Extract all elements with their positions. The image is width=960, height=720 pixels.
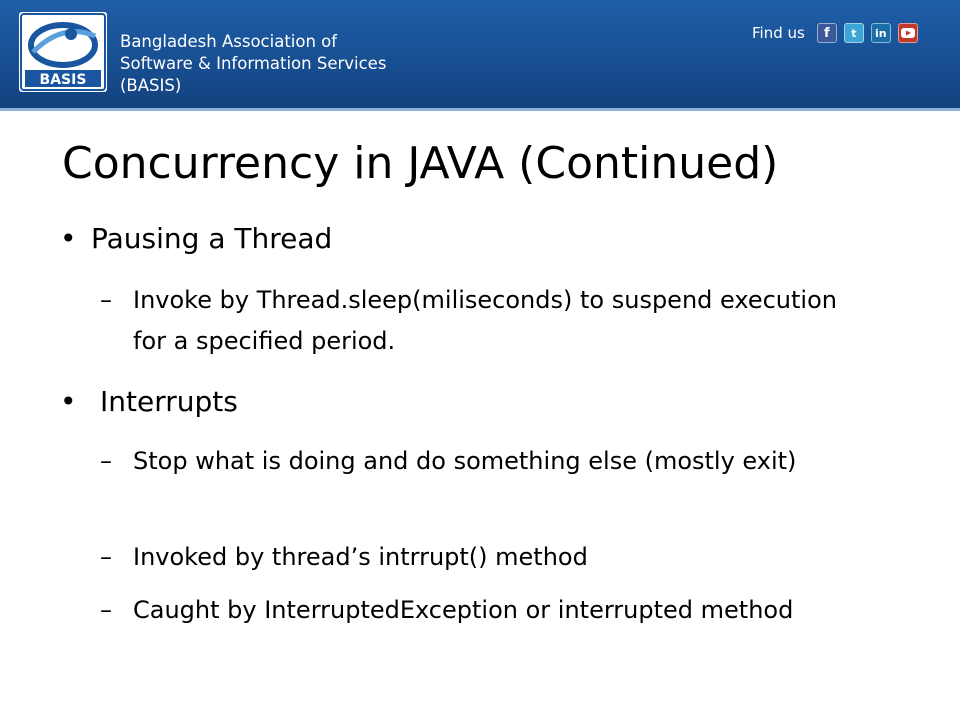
sub-bullet-text: Stop what is doing and do something else (mostly exit) [133, 447, 797, 475]
bullet-item [60, 222, 332, 255]
bullet-dot-icon: • [60, 222, 77, 255]
sub-bullet-text: Invoke by Thread.sleep(miliseconds) to suspend execution for a specified period. [133, 286, 837, 355]
org-name-line-2: Software & Information Services [120, 54, 387, 73]
org-name-line-1: Bangladesh Association of [120, 32, 338, 51]
dash-icon: – [100, 286, 112, 314]
sub-bullet-item [100, 537, 890, 578]
sub-bullet-item [100, 441, 890, 482]
bullet-text: Pausing a Thread [91, 222, 333, 255]
bullet-dot-icon: • [60, 385, 77, 418]
twitter-icon[interactable]: t [844, 23, 864, 43]
slide-title: Concurrency in JAVA (Continued) [62, 138, 779, 189]
org-name-line-3: (BASIS) [120, 76, 182, 95]
sub-bullet-item [100, 590, 860, 631]
bullet-item [60, 385, 238, 418]
sub-bullet-item [100, 280, 860, 362]
logo-text: BASIS [39, 72, 87, 88]
linkedin-icon[interactable]: in [871, 23, 891, 43]
sub-bullet-text: Invoked by thread’s intrrupt() method [133, 543, 588, 571]
facebook-icon[interactable]: f [817, 23, 837, 43]
bullet-text: Interrupts [100, 385, 238, 418]
dash-icon: – [100, 447, 112, 475]
dash-icon: – [100, 596, 112, 624]
sub-bullet-text: Caught by InterruptedException or interrupted method [133, 596, 794, 624]
find-us-label: Find us [752, 24, 805, 42]
dash-icon: – [100, 543, 112, 571]
